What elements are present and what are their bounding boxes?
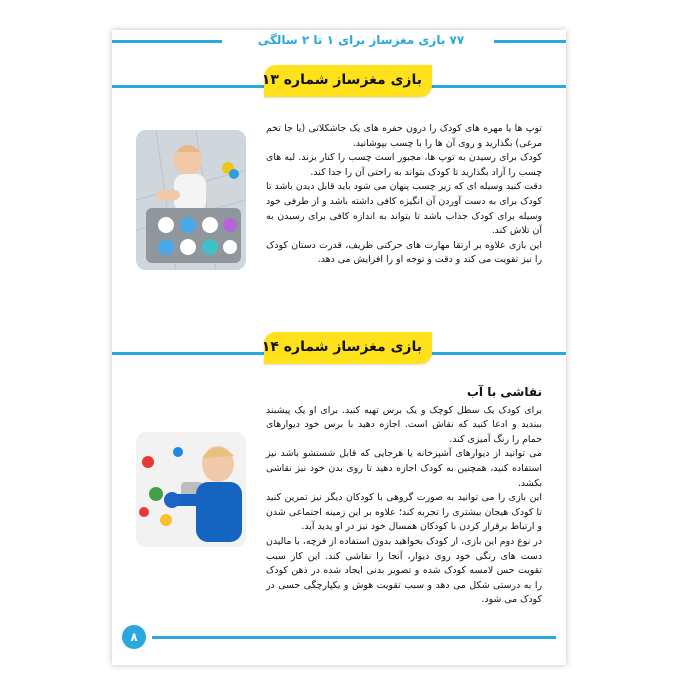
game-13-paragraph: کودک برای رسیدن به توپ ها، مجبور است چسب را کنار بزند. لبه های چسب را آزاد بگذارید تا کودک بتواند به راحتی آن را جدا کند. xyxy=(266,152,542,178)
book-page xyxy=(112,30,566,665)
game-13-paragraph: این بازی علاوه بر ارتقا مهارت های حرکتی ظریف، قدرت دستان کودک را نیز تقویت می کند و دقت و توجه او را افزایش می دهد. xyxy=(266,239,542,266)
game-14-paragraph: این بازی را می توانید به صورت گروهی با کودکان دیگر نیز تمرین کنید تا کودک هیجان بیشتری را تجربه کند؛ علاوه بر این زمینه اجتماعی شدن و ارتباط برقرار کردن با کودکان همسال خود نیز در او پدید آید. xyxy=(266,492,542,533)
game-14-paragraph: در نوع دوم این بازی، از کودک بخواهید بدون استفاده از فرچه، با مالیدن دست های رنگی خود روی دیوار، آنجا را نقاشی کند. این کار سبب تقویت حس لامسه کودک شده و تصویر بدنی ایجاد شده در ذهن کودک را به درستی شکل می دهد و سبب تقویت هوش و یکپارچگی حسی در کودک می شود. xyxy=(266,535,542,606)
baby-muffin-tin-photo xyxy=(136,130,246,270)
game-14-tag-label: بازی مغزساز شماره ۱۴ xyxy=(261,339,422,355)
page-number-badge: ۸ xyxy=(122,625,146,649)
game-14-subtitle: نقاشی با آب xyxy=(466,385,542,399)
game-13-paragraph: دقت کنید وسیله ای که زیر چسب پنهان می شود باید قابل دیدن باشد تا کودک برای به دست آوردن آن انگیزه کافی داشته باشد و از طرفی خود وسیله برای کودک جذاب باشد تا بتواند به اندازه کافی برای رسیدن به آن تلاش کند. xyxy=(266,181,542,237)
game-14-tag xyxy=(261,332,432,364)
game-13-tag-label: بازی مغزساز شماره ۱۳ xyxy=(261,72,422,88)
header-rule-left xyxy=(112,40,222,43)
game-14-paragraph: برای کودک یک سطل کوچک و یک برس تهیه کنید. برای او یک پیشبند ببندید و ادعا کنید که نقاش است. اجازه دهید با برس خود دیوارهای حمام را رنگ آمیزی کند. xyxy=(266,404,542,445)
game-13-tag xyxy=(261,65,432,97)
header-rule-right xyxy=(494,40,566,43)
game-13-text xyxy=(266,122,542,268)
header-title: ۷۷ بازی مغزساز برای ۱ تا ۲ سالگی xyxy=(257,33,465,47)
game-13-paragraph: توپ ها یا مهره های کودک را درون حفره های یک جاشکلاتی (یا جا تخم مرغی) بگذارید و روی آن ها را با چسب بپوشانید. xyxy=(266,123,542,149)
game-14-text xyxy=(266,385,542,608)
footer-rule xyxy=(152,636,556,639)
child-painting-photo xyxy=(136,432,246,547)
game-14-paragraph: می توانید از دیوارهای آشپزخانه یا هرجایی که قابل شستشو باشد نیز استفاده کنید، همچنین به کودک اجازه دهید تا روی بدن خود نیز نقاشی بکشد. xyxy=(266,448,542,489)
